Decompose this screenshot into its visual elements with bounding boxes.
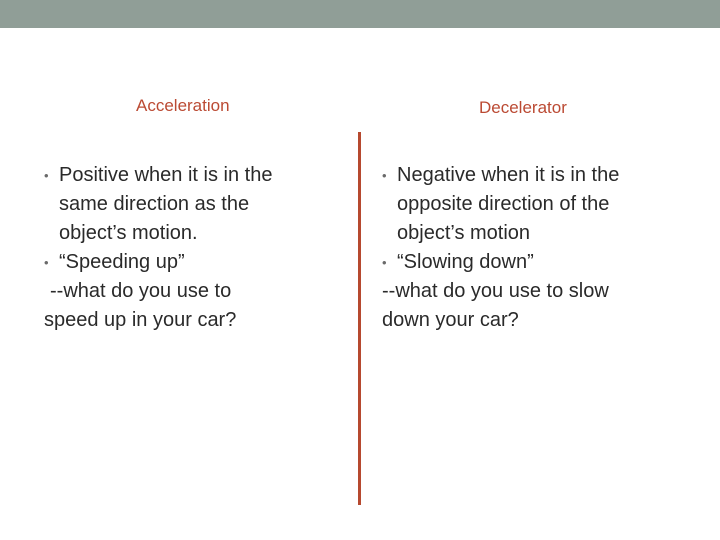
bullet-icon: • bbox=[44, 255, 49, 270]
bullet-text: “Slowing down” bbox=[397, 251, 534, 273]
bullet-item bbox=[382, 161, 702, 190]
question-line: --what do you use to bbox=[50, 280, 232, 302]
bullet-icon: • bbox=[382, 255, 387, 270]
bullet-item bbox=[44, 161, 344, 190]
question-line: down your car? bbox=[382, 309, 519, 331]
bullet-icon: • bbox=[44, 168, 49, 183]
column-divider bbox=[358, 132, 361, 505]
top-header-bar bbox=[0, 0, 720, 28]
bullet-text: Negative when it is in the bbox=[397, 164, 620, 186]
decelerator-heading: Decelerator bbox=[479, 98, 567, 117]
acceleration-heading: Acceleration bbox=[136, 96, 230, 115]
bullet-item bbox=[44, 248, 344, 277]
bullet-item bbox=[382, 248, 702, 277]
question-line: --what do you use to slow bbox=[382, 280, 609, 302]
bullet-continuation: object’s motion. bbox=[59, 222, 198, 244]
bullet-text: Positive when it is in the bbox=[59, 164, 273, 186]
bullet-continuation: same direction as the bbox=[59, 193, 250, 215]
bullet-text: “Speeding up” bbox=[59, 251, 185, 273]
deceleration-content bbox=[382, 161, 702, 335]
bullet-continuation: opposite direction of the bbox=[397, 193, 610, 215]
bullet-continuation: object’s motion bbox=[397, 222, 531, 244]
question-line: speed up in your car? bbox=[44, 309, 237, 331]
acceleration-content bbox=[44, 161, 344, 335]
bullet-icon: • bbox=[382, 168, 387, 183]
